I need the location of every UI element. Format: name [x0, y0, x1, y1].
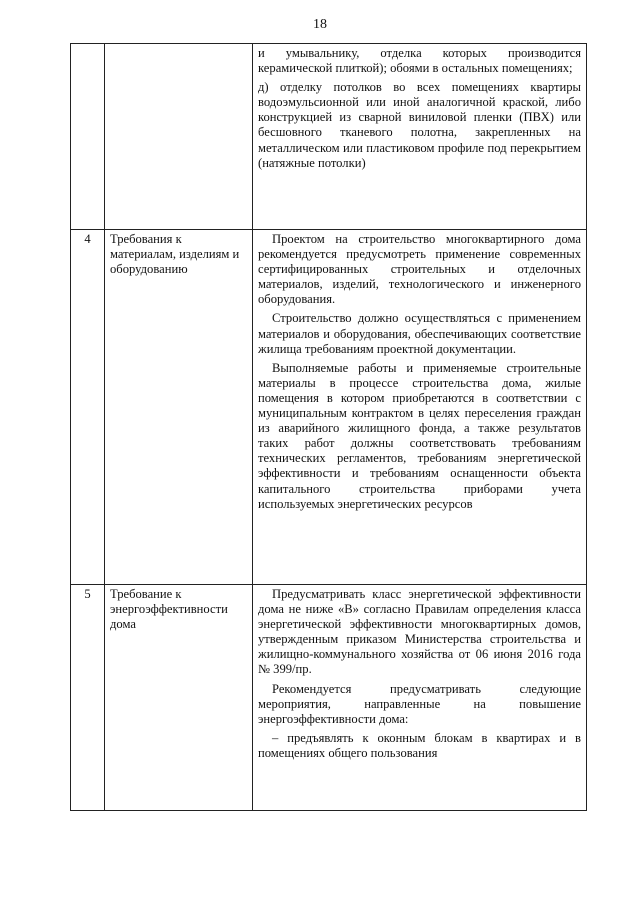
requirements-table	[70, 43, 587, 811]
description-paragraph: – предъявлять к оконным блокам в квартирах и в помещениях общего пользования	[258, 730, 581, 760]
description-paragraph: Строительство должно осуществляться с применением материалов и оборудования, обеспечивающих соответствие жилища требованиям проектной документации.	[258, 311, 581, 356]
requirement-description-cell	[253, 44, 587, 230]
page-number: 18	[313, 17, 327, 32]
requirement-name-cell: Требования к материалам, изделиям и оборудованию	[105, 230, 253, 585]
row-number-cell: 5	[71, 585, 105, 811]
description-paragraph: д) отделку потолков во всех помещениях квартиры водоэмульсионной или иной аналогичной краской, либо конструкцией из сварной виниловой пленки (ПВХ) или бесшовного тканевого полотна, закрепленных на металлическом или пластиковом профиле под перекрытием (натяжные потолки)	[258, 80, 581, 170]
row-number-cell	[71, 44, 105, 230]
table-row	[71, 230, 587, 585]
requirement-name-cell: Требование к энергоэффективности дома	[105, 585, 253, 811]
description-paragraph: и умывальнику, отделка которых производится керамической плиткой); обоями в остальных помещениях;	[258, 46, 581, 76]
requirement-description-cell	[253, 585, 587, 811]
requirement-description-cell	[253, 230, 587, 585]
table-row	[71, 585, 587, 811]
row-number-cell: 4	[71, 230, 105, 585]
description-paragraph: Выполняемые работы и применяемые строительные материалы в процессе строительства дома, жилые помещения в котором приобретаются в соответствии с муниципальным контрактом в целях переселения граждан из аварийного жилищного фонда, а также результатов таких работ должны соответствовать требованиям технических регламентов, требованиям энергетической эффективности и требованиям оснащенности объекта капитального строительства приборами учета используемых энергетических ресурсов	[258, 360, 581, 511]
table-row	[71, 44, 587, 230]
description-paragraph: Проектом на строительство многоквартирного дома рекомендуется предусмотреть применение современных сертифицированных строительных и отделочных материалов, изделий, технологического и инженерного оборудования.	[258, 232, 581, 307]
requirement-name-cell	[105, 44, 253, 230]
description-paragraph: Предусматривать класс энергетической эффективности дома не ниже «В» согласно Правилам определения класса энергетической эффективности многоквартирных домов, утвержденным приказом Министерства строительства и жилищно-коммунального хозяйства от 06 июня 2016 года № 399/пр.	[258, 587, 581, 677]
description-paragraph: Рекомендуется предусматривать следующие мероприятия, направленные на повышение энергоэффективности дома:	[258, 681, 581, 726]
